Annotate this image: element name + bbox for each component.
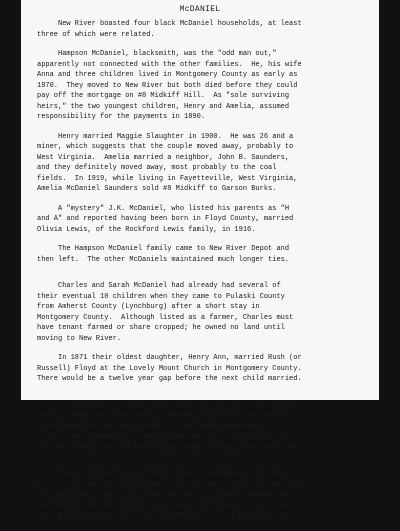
text-line: New River boasted four black McDaniel households, at least [37,20,302,28]
document-page [21,0,379,520]
text-line: from Amherst County (Lynchburg) after a short stay in [37,303,260,311]
paragraph [37,19,373,40]
text-line: 1870. They moved to New River but both died before they could [37,81,298,90]
text-line: Anna and three children lived in Montgomery County as early as [37,71,298,79]
paragraph [37,204,373,236]
text-line: pay off the mortgage on #8 Midkiff Hill. As "sole surviving [37,92,290,100]
paragraph [37,132,373,195]
document-body [37,19,373,531]
text-line: Russell) Floyd at the Lovely Mount Church in Montgomery County. [37,364,302,373]
text-line: Giles Road from Morgan's Chapel. The family eventually [37,422,269,431]
paragraph [37,49,373,123]
text-line: Arthur (23) married Eliza Manns (21), of Henry County. William [37,480,302,489]
text-line: miner, which suggests that the couple moved away, probably to [37,143,294,151]
text-line: then left. The other McDaniels maintained much longer ties. [37,255,290,264]
text-line: and they definitely moved away, most probably to the coal [37,164,277,172]
paragraph [37,353,373,385]
text-line: their eventual 10 children when they came to Pulaski County [37,292,285,301]
text-line: heirs," the two youngest children, Henry and Amelia, assumed [37,102,290,111]
text-line: Montgomery County. Although listed as a farmer, Charles must [37,313,294,322]
text-line: fields. In 1919, while living in Fayetteville, West Virginia, [37,174,298,183]
text-line: have tenant farmed or share cropped; he owned no land until [37,324,285,332]
paragraph [37,281,373,344]
text-line: Hampson McDaniel, blacksmith, was the "odd man out," [37,50,277,58]
text-line: There would be a twelve year gap before the next child married. [37,375,302,383]
text-line: The Hampson McDaniel family came to New River Depot and [37,245,290,253]
paragraph [37,469,373,522]
text-line: Amelia McDaniel Saunders sold #8 Midkiff to Garson Burks. [37,185,277,193]
paragraph [37,244,373,265]
text-line: Henry married Maggie Slaughter in 1900. He was 26 and a [37,132,294,141]
text-line: married Charles Heath (34), a barber. And then, on the same [37,501,290,510]
text-line: day, Elizabeth (19) married John Palmer (23), a brakeman from [37,512,294,520]
text-line: and, in 1883, at about age 55, bought an acre of land across [37,412,290,420]
text-line: (22) married M. Patterson (20) in 1884. In 1885, Genice (21) [37,491,294,499]
text-line: constructed a good size plank house, which still stands. Also [37,433,298,441]
text-line: moving to New River. [37,334,122,343]
text-line: A "mystery" J.K. McDaniel, who listed his parents as "H [37,204,290,213]
text-line: three of which were related. [37,30,155,39]
text-line: apparently not connected with the other families. He, his wife [37,60,302,69]
text-line: and A" and reported having been born in Floyd County, married [37,215,294,223]
text-line: Charles and Sarah McDaniel had already had several of [37,282,281,290]
text-line: in 1883, Henry Ann and Rush Floyd bought an adjoining acre lot. [37,443,302,452]
text-line: There followed a veritable flood of weddings. In 1883 [37,470,285,478]
page-title: McDANIEL [179,5,221,14]
text-line: In 1871 their oldest daughter, Henry Ann, married Rush (or [37,354,302,362]
text-line: Olivia Lewis, of the Rockford Lewis family, in 1916. [37,225,256,234]
text-line: responsibility for the payments in 1890. [37,113,206,121]
paragraph [37,401,373,454]
text-line: West Virginia. Amelia married a neighbor, John B. Saunders, [37,153,290,162]
text-line: In the interim, Sarah died. Charles married Laura Harvey [37,401,298,410]
